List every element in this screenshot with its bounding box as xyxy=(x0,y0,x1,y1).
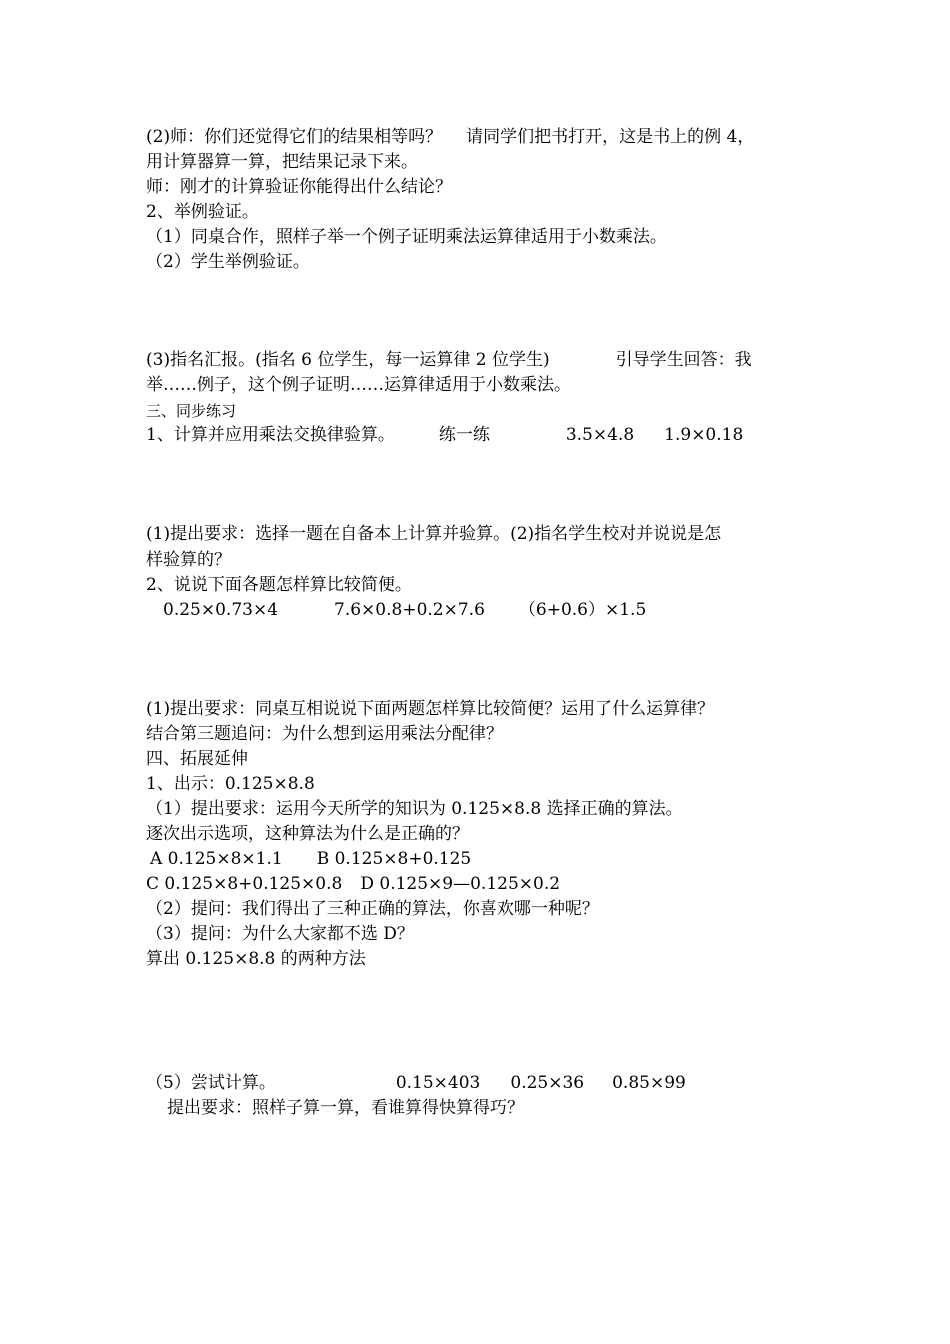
text-line: 举……例子，这个例子证明……运算律适用于小数乘法。 xyxy=(146,375,571,395)
text-line: （1）同桌合作，照样子举一个例子证明乘法运算律适用于小数乘法。 xyxy=(146,227,667,247)
text-line: 师：刚才的计算验证你能得出什么结论？ xyxy=(146,177,452,197)
math-expression: 0.25×0.73×4 xyxy=(163,600,279,620)
text-line xyxy=(146,348,752,372)
text-line: （2）提问：我们得出了三种正确的算法，你喜欢哪一种呢？ xyxy=(146,899,599,919)
text-line: 2、举例验证。 xyxy=(146,202,259,222)
text-line: 提出要求：照样子算一算，看谁算得快算得巧？ xyxy=(167,1098,524,1118)
section-heading: 四、拓展延伸 xyxy=(146,749,248,769)
text-segment: 请同学们把书打开，这是书上的例 4， xyxy=(466,127,755,147)
text-line: （1）提出要求：运用今天所学的知识为 0.125×8.8 选择正确的算法。 xyxy=(146,799,683,819)
option-d: D 0.125×9—0.125×0.2 xyxy=(360,874,561,894)
math-expression: 0.85×99 xyxy=(612,1073,686,1093)
text-segment: 1、计算并应用乘法交换律验算。 xyxy=(146,425,395,445)
math-expression: 0.25×36 xyxy=(510,1073,585,1093)
text-line: (1)提出要求：选择一题在自备本上计算并验算。(2)指名学生校对并说说是怎 xyxy=(146,524,722,544)
math-expression: 3.5×4.8 xyxy=(565,425,635,445)
text-segment: 引导学生回答：我 xyxy=(615,350,752,370)
section-heading: 三、同步练习 xyxy=(146,402,237,420)
text-line xyxy=(163,598,646,622)
text-line: 1、出示：0.125×8.8 xyxy=(146,774,315,794)
math-expression: 7.6×0.8+0.2×7.6 xyxy=(334,600,485,620)
text-line: （2）学生举例验证。 xyxy=(146,252,310,272)
option-b: B 0.125×8+0.125 xyxy=(316,849,472,869)
math-expression: 0.15×403 xyxy=(395,1073,481,1093)
option-line xyxy=(150,847,471,871)
text-line: (1)提出要求：同桌互相说说下面两题怎样算比较简便？运用了什么运算律？ xyxy=(146,699,715,719)
text-segment: (3)指名汇报。(指名 6 位学生，每一运算律 2 位学生) xyxy=(146,350,550,370)
text-line: 样验算的？ xyxy=(146,550,231,570)
math-expression: 1.9×0.18 xyxy=(664,425,744,445)
text-line: 结合第三题追问：为什么想到运用乘法分配律？ xyxy=(146,724,503,744)
text-line: 逐次出示选项，这种算法为什么是正确的？ xyxy=(146,824,469,844)
text-line: （3）提问：为什么大家都不选 D？ xyxy=(146,924,414,944)
text-segment: （5）尝试计算。 xyxy=(146,1073,276,1093)
text-line: 2、说说下面各题怎样算比较简便。 xyxy=(146,575,412,595)
option-line xyxy=(146,872,560,896)
text-line xyxy=(146,125,754,149)
math-expression: （6+0.6）×1.5 xyxy=(518,600,647,620)
text-line xyxy=(146,1071,686,1095)
text-line: 算出 0.125×8.8 的两种方法 xyxy=(146,949,366,969)
option-c: C 0.125×8+0.125×0.8 xyxy=(146,874,343,894)
text-segment: 练一练 xyxy=(438,425,490,445)
text-segment: (2)师：你们还觉得它们的结果相等吗？ xyxy=(146,127,443,147)
text-line: 用计算器算一算，把结果记录下来。 xyxy=(146,152,418,172)
text-line xyxy=(146,423,743,447)
option-a: A 0.125×8×1.1 xyxy=(150,849,283,869)
